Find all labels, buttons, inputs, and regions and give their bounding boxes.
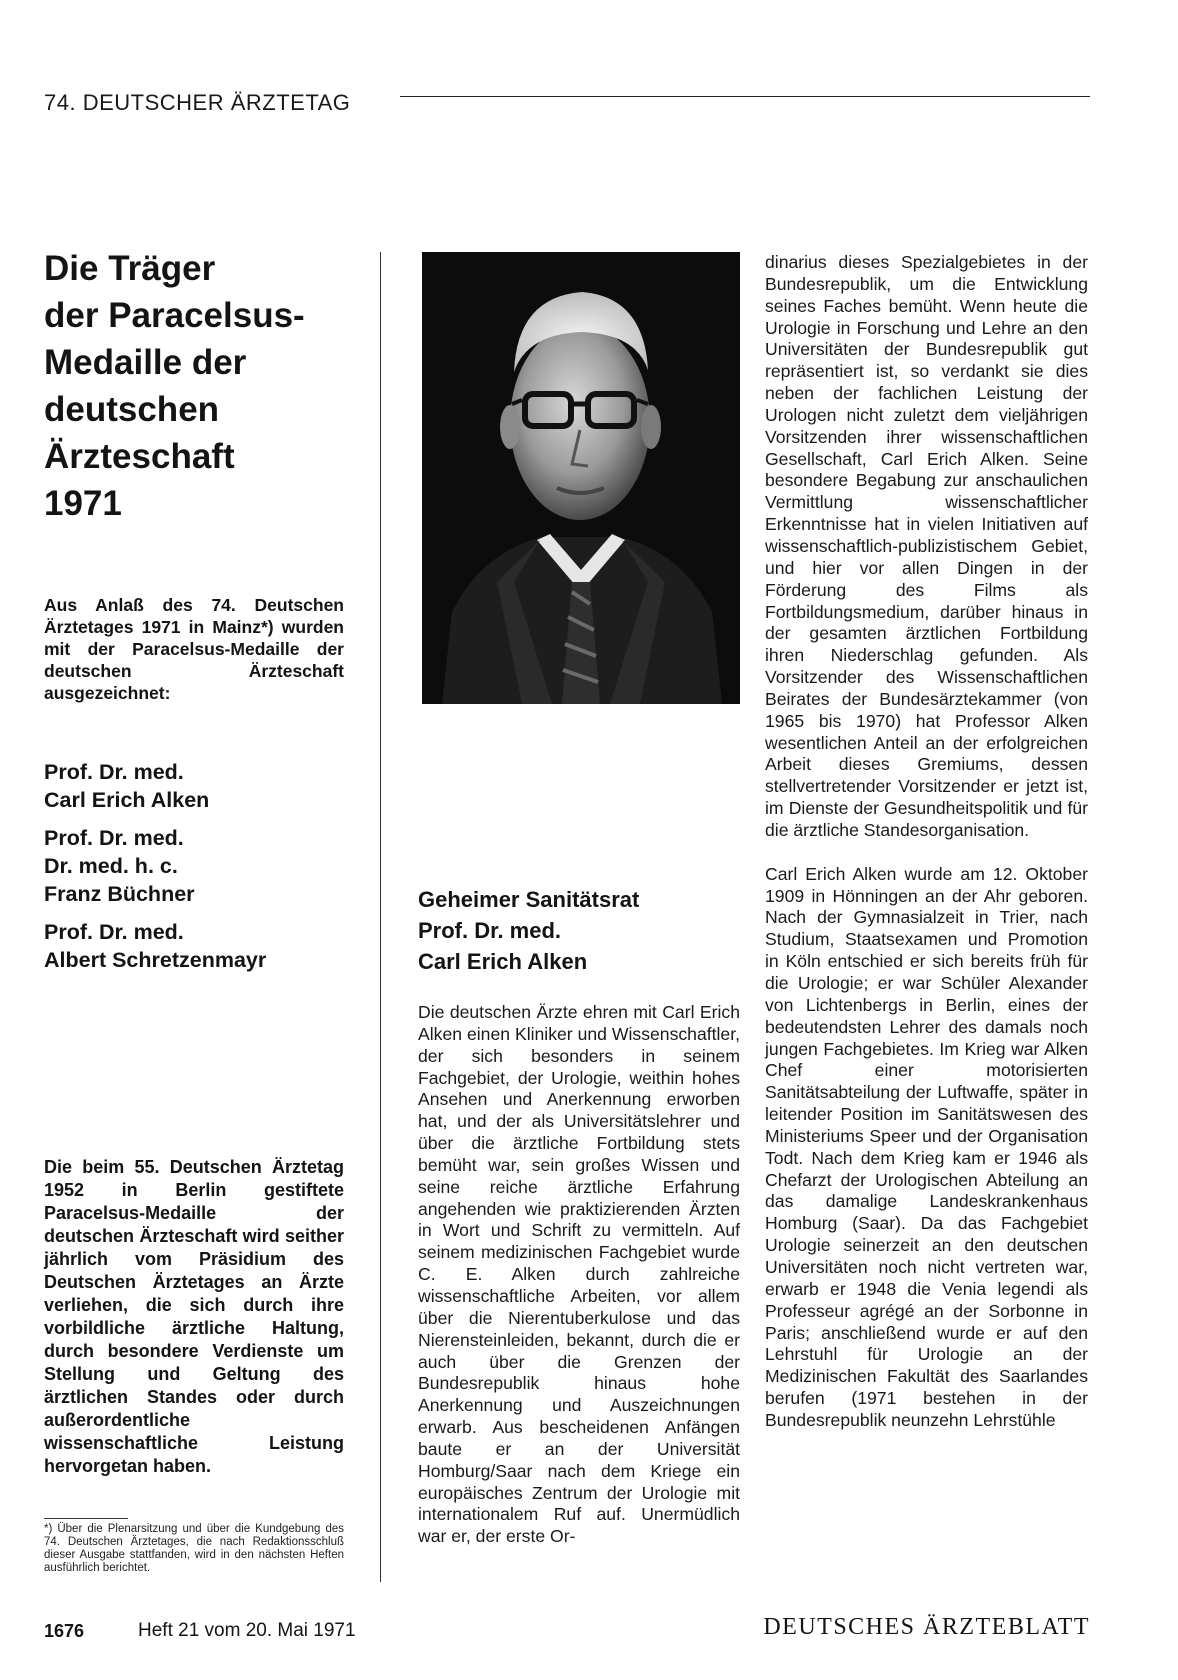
journal-name: DEUTSCHES ÄRZTEBLATT: [763, 1614, 1090, 1640]
recipients-list: [44, 758, 364, 984]
recipient-line: Prof. Dr. med.: [44, 760, 184, 784]
subtitle-line: Prof. Dr. med.: [418, 918, 562, 943]
article-title: [44, 245, 364, 527]
page-number: 1676: [44, 1621, 85, 1641]
intro-paragraph: Aus Anlaß des 74. Deutschen Ärztetages 1971 in Mainz*) wurden mit der Paracelsus-Medaille der deutschen Ärzteschaft ausgezeichnet:: [44, 595, 344, 703]
recipient-line: Dr. med. h. c.: [44, 854, 178, 878]
article-column-3: [765, 252, 1088, 1432]
section-header: 74. DEUTSCHER ÄRZTETAG: [44, 90, 351, 115]
recipient-line: Prof. Dr. med.: [44, 920, 184, 944]
body-paragraph: Carl Erich Alken wurde am 12. Oktober 1909 in Hönningen an der Ahr geboren. Nach der Gymnasialzeit in Trier, nach Studium, Staatsexamen und Promotion in Köln entschied er sich bereits früh für die Urologie; er war Schüler Alexander von Lichtenbergs in Berlin, eines der bedeutendsten Lehrer des damals noch jungen Fachgebietes. Im Krieg war Alken Chef einer motorisierten Sanitätsabteilung der Luftwaffe, später in leitender Position im Sanitätswesen des Ministeriums Speer und der Organisation Todt. Nach dem Krieg kam er 1946 als Chefarzt der Urologischen Abteilung an das damalige Landeskrankenhaus Homburg (Saar). Da das Fachgebiet Urologie seinerzeit an den deutschen Universitäten noch nicht vertreten war, erwarb er 1948 die Venia legendi als Professeur agrégé an der Sorbonne in Paris; anschließend wurde er auf den Lehrstuhl für Urologie an der Medizinischen Fakultät des Saarlandes berufen (1971 bestehen in der Bundesrepublik neunzehn Lehrstühle: [765, 863, 1088, 1430]
recipient-line: Prof. Dr. med.: [44, 826, 184, 850]
portrait-photo-icon: [422, 252, 740, 704]
article-column-2: [418, 1002, 740, 1548]
column-divider: [380, 252, 381, 1582]
article-subtitle: [418, 884, 738, 977]
body-paragraph: Die deutschen Ärzte ehren mit Carl Erich Alken einen Kliniker und Wissenschaftler, der sich besonders in seinem Fachgebiet, der Urologie, weithin hohes Ansehen und Anerkennung erworben hat, und der als Universitätslehrer und über die ärztliche Fortbildung stets bemüht war, sein großes Wissen und seine reiche ärztliche Erfahrung angehenden wie praktizierenden Ärzten in Wort und Schrift zu vermitteln. Auf seinem medizinischen Fachgebiet wurde C. E. Alken durch zahlreiche wissenschaftliche Arbeiten, vor allem über die Nierentuberkulose und das Nierensteinleiden, bekannt, durch die er auch über die Grenzen der Bundesrepublik hinaus hohe Anerkennung und Auszeichnungen erwarb. Aus bescheidenen Anfängen baute er an der Universität Homburg/Saar nach dem Kriege ein europäisches Zentrum der Urologie mit internationalem Ruf auf. Unermüdlich war er, der erste Or-: [418, 1002, 740, 1547]
recipient: [44, 824, 364, 908]
title-line: Medaille der: [44, 343, 247, 382]
medal-note: Die beim 55. Deutschen Ärztetag 1952 in Berlin gestiftete Paracelsus-Medaille der deutschen Ärzteschaft wird seither jährlich vom Präsidium des Deutschen Ärztetages an Ärzte verliehen, die sich durch ihre vorbildliche ärztliche Haltung, durch besondere Verdienste um Stellung und Geltung des ärztlichen Standes oder durch außerordentliche wissenschaftliche Leistung hervorgetan haben.: [44, 1157, 344, 1476]
portrait-photo: [422, 252, 740, 704]
title-line: Die Träger: [44, 249, 216, 288]
recipient-line: Franz Büchner: [44, 882, 195, 906]
issue-info: Heft 21 vom 20. Mai 1971: [138, 1620, 356, 1641]
footnote: *) Über die Plenarsitzung und über die Kundgebung des 74. Deutschen Ärztetages, die nach Redaktionsschluß dieser Ausgabe stattfanden, wird in den nächsten Heften ausführlich berichtet.: [44, 1523, 344, 1574]
header-rule: [400, 96, 1090, 97]
title-line: Ärzteschaft: [44, 437, 235, 476]
recipient-line: Albert Schretzenmayr: [44, 948, 267, 972]
subtitle-line: Geheimer Sanitätsrat: [418, 887, 640, 912]
title-line: 1971: [44, 484, 122, 523]
recipient: [44, 918, 364, 974]
footnote-rule: [44, 1518, 128, 1519]
title-line: deutschen: [44, 390, 220, 429]
recipient-line: Carl Erich Alken: [44, 788, 210, 812]
subtitle-line: Carl Erich Alken: [418, 949, 588, 974]
body-paragraph: dinarius dieses Spezialgebietes in der Bundesrepublik, um die Entwicklung seines Faches bemüht. Wenn heute die Urologie in Forschung und Lehre an den Universitäten der Bundesrepublik gut repräsentiert ist, so verdankt sie dies neben der fachlichen Leistung der Urologen nicht zuletzt dem vieljährigen Vorsitzenden ihrer wissenschaftlichen Gesellschaft, Carl Erich Alken. Seine besondere Begabung zur anschaulichen Vermittlung wissenschaftlicher Erkenntnisse hat in vielen Initiativen auf wissenschaftlich-publizistischem Gebiet, und hier vor allen Dingen in der Förderung des Films als Fortbildungsmedium, darüber hinaus in der gesamten ärztlichen Fortbildung ihren Niederschlag gefunden. Als Vorsitzender des Wissenschaftlichen Beirates der Bundesärztekammer (von 1965 bis 1970) hat Professor Alken wesentlichen Anteil an der erfolgreichen Arbeit dieses Gremiums, dessen stellvertretender Vorsitzender er jetzt ist, im Dienste der Gesundheitspolitik und für die ärztliche Standesorganisation.: [765, 252, 1088, 840]
recipient: [44, 758, 364, 814]
title-line: der Paracelsus-: [44, 296, 305, 335]
